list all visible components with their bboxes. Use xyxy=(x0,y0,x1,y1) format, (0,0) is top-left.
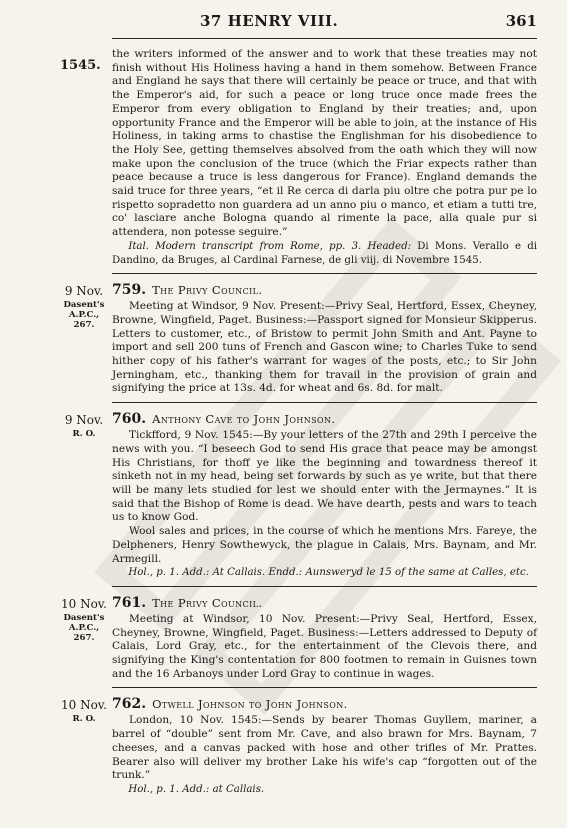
entry-margin xyxy=(60,284,108,330)
entry-margin xyxy=(60,413,108,439)
entry-margin xyxy=(60,597,108,643)
entry-number: 760. xyxy=(112,411,147,428)
entry-paragraph: Tickfford, 9 Nov. 1545:—By your letters of the 27th and 29th I perceive the news with you. “I beseech God to send His grace that peace may be amongst His Christians, for thoff ye like the beginning and towardness thereof it sinketh not in my head, being set forwards by such as ye write, but that there will be many lets studied for lest we should enter with the Jermaynes.” It is said that the Bishop of Rome is dead. We have dearth, pests and wars to teach us to know God. xyxy=(112,429,537,524)
entry-paragraph: Wool sales and prices, in the course of which he mentions Mrs. Fareye, the Delpheners, Henry Sowthewyck, the plague in Calais, Mrs. Baynam, and Mr. Armegill. xyxy=(112,525,537,565)
entry-date: 9 Nov. xyxy=(64,413,104,428)
entry-number: 762. xyxy=(112,696,147,713)
entry-date: 10 Nov. xyxy=(61,596,107,611)
entry-reference: Hol., p. 1. Add.: At Callais. Endd.: Aunsweryd le 15 of the same at Calles, etc. xyxy=(128,567,529,579)
entry-date: 9 Nov. xyxy=(64,284,104,299)
header-rule xyxy=(112,38,537,39)
entry-paragraph: Meeting at Windsor, 10 Nov. Present:—Privy Seal, Hertford, Essex, Cheyney, Browne, Wingfield, Paget. Business:—Letters addressed to Deputy of Calais, Lord Gray, etc., for the entertainment of the Clevois there, and signifying the King's contentation for 800 footmen to remain in Guisnes town and the 16 Arbanoys under Lord Gray to continue in wages. xyxy=(112,612,537,680)
entry-number: 761. xyxy=(112,594,147,611)
continuation-paragraph: the writers informed of the answer and to work that these treaties may not finish without His Holiness having a hand in them somehow. Between France and England he says that there will certainly be peace or truce, and that with the Emperor's aid, for such a peace or long truce once made frees the Emperor from every obligation to England by their treaties; and, upon opportunity France and the Emperor will be able to join, at the instance of His Holiness, in taking arms to chastise the Englishman for his disobedience to the Holy See, getting themselves absolved from the oath which they will now make upon the conclusion of the truce (which the Friar expects rather than peace because a truce is less dangerous for France). England demands the said truce for three years, “et il Re cerca di darla piu oltre che potra pur pe lo rispetto sopradetto non guardera ad un anno piu o manco, et etiam a tutti tre, co' lasciare anche Bologna quando al rimente la pace, alla quale pur si attendera, non potesse seguire.” xyxy=(112,48,537,239)
margin-year: 1545. xyxy=(60,58,101,73)
entry-heading xyxy=(112,594,537,613)
running-title: 37 HENRY VIII. xyxy=(200,12,339,30)
entry-heading xyxy=(112,284,537,300)
entry-title: The Privy Council. xyxy=(152,595,263,610)
entry-source: Dasent's A.P.C., 267. xyxy=(63,612,105,643)
continuation-reference: Ital. Modern transcript from Rome, pp. 3. Headed: Di Mons. Verallo e di Dandino, da Bruges, al Cardinal Farnese, de gli viij. di Novembre 1545. xyxy=(112,240,537,266)
entry-separator xyxy=(112,586,537,587)
page-body xyxy=(61,48,537,797)
entry-paragraph: Meeting at Windsor, 9 Nov. Present:—Privy Seal, Hertford, Essex, Cheyney, Browne, Wingfield, Paget. Business:—Passport signed for Monsieur Skipperus. Letters to customer, etc., of Bristow to permit John Smith and Ant. Payne to import and sell 200 tuns of French and Gascon wine; to Charles Tuke to send hither copy of his father's warrant for wages of the posts, etc.; to Sir John Jerningham, etc., thanking them for travail in the provision of grain and signifying the price at 13s. 4d. for wheat and 6s. 8d. for malt. xyxy=(112,300,537,395)
entry-heading xyxy=(112,698,537,714)
entry-762 xyxy=(61,696,537,796)
page-number: 361 xyxy=(505,12,537,30)
entry-source: Dasent's A.P.C., 267. xyxy=(63,300,105,331)
entry-title: Otwell Johnson to John Johnson. xyxy=(152,697,348,712)
entry-title: The Privy Council. xyxy=(152,283,263,298)
entry-separator xyxy=(112,402,537,403)
entry-separator xyxy=(112,273,537,274)
entry-number: 759. xyxy=(112,282,147,299)
entry-heading xyxy=(112,413,537,429)
entry-reference: Hol., p. 1. Add.: at Callais. xyxy=(128,783,265,795)
entry-source: R. O. xyxy=(72,429,96,440)
entry-760 xyxy=(64,411,537,580)
entry-separator xyxy=(112,687,537,688)
entry-paragraph: London, 10 Nov. 1545:—Sends by bearer Thomas Guyllem, mariner, a barrel of “double” sent from Mr. Cave, and also brawn for Mrs. Baynam, 7 cheeses, and a canvas packed with hose and other trifles of Mr. Prattes. Bearer also will deliver my brother Lake his wife's cap “forgotten out of the trunk.” xyxy=(112,714,537,782)
entry-margin xyxy=(60,698,108,724)
entry-761 xyxy=(61,594,537,682)
entry-date: 10 Nov. xyxy=(61,698,107,713)
entry-source: R. O. xyxy=(72,714,96,725)
entry-title: Anthony Cave to John Johnson. xyxy=(152,412,336,427)
page-header xyxy=(0,12,567,32)
entry-759 xyxy=(63,282,537,396)
